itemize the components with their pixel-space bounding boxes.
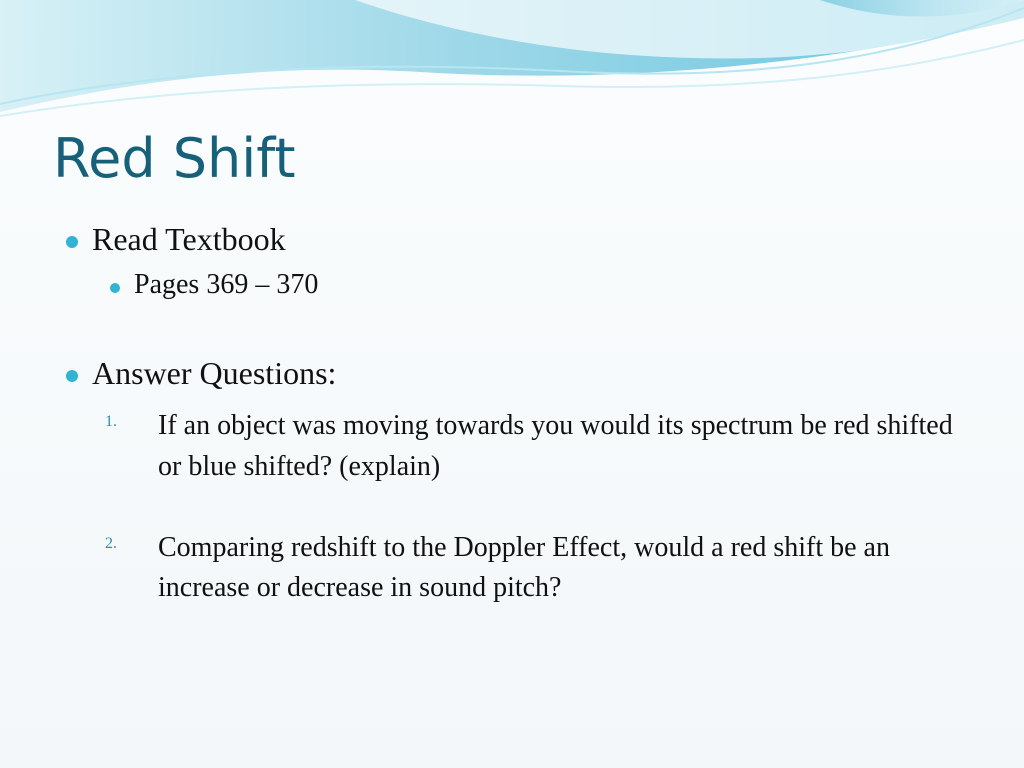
sub-bullet-pages (60, 268, 980, 302)
bullet-read-textbook (60, 220, 980, 258)
question-number: 1. (105, 413, 117, 431)
sub-bullet-text: Pages 369 – 370 (134, 269, 319, 301)
bullet-text: Answer Questions: (92, 354, 337, 391)
sub-bullet-dot-icon (110, 283, 120, 293)
bullet-dot-icon (66, 370, 78, 382)
question-text: If an object was moving towards you would its spectrum be red shifted or blue shifted? (explain) (158, 410, 953, 482)
slide-title: Red Shift (53, 127, 296, 190)
question-1 (60, 406, 980, 487)
bullet-text: Read Textbook (92, 221, 286, 257)
bullet-dot-icon (66, 236, 78, 248)
question-number: 2. (105, 534, 117, 552)
slide-body (60, 220, 980, 609)
question-text: Comparing redshift to the Doppler Effect, would a red shift be an increase or decrease in sound pitch? (158, 531, 890, 604)
question-2 (60, 528, 980, 609)
wave-banner (0, 0, 1024, 130)
bullet-answer-questions (60, 354, 980, 392)
